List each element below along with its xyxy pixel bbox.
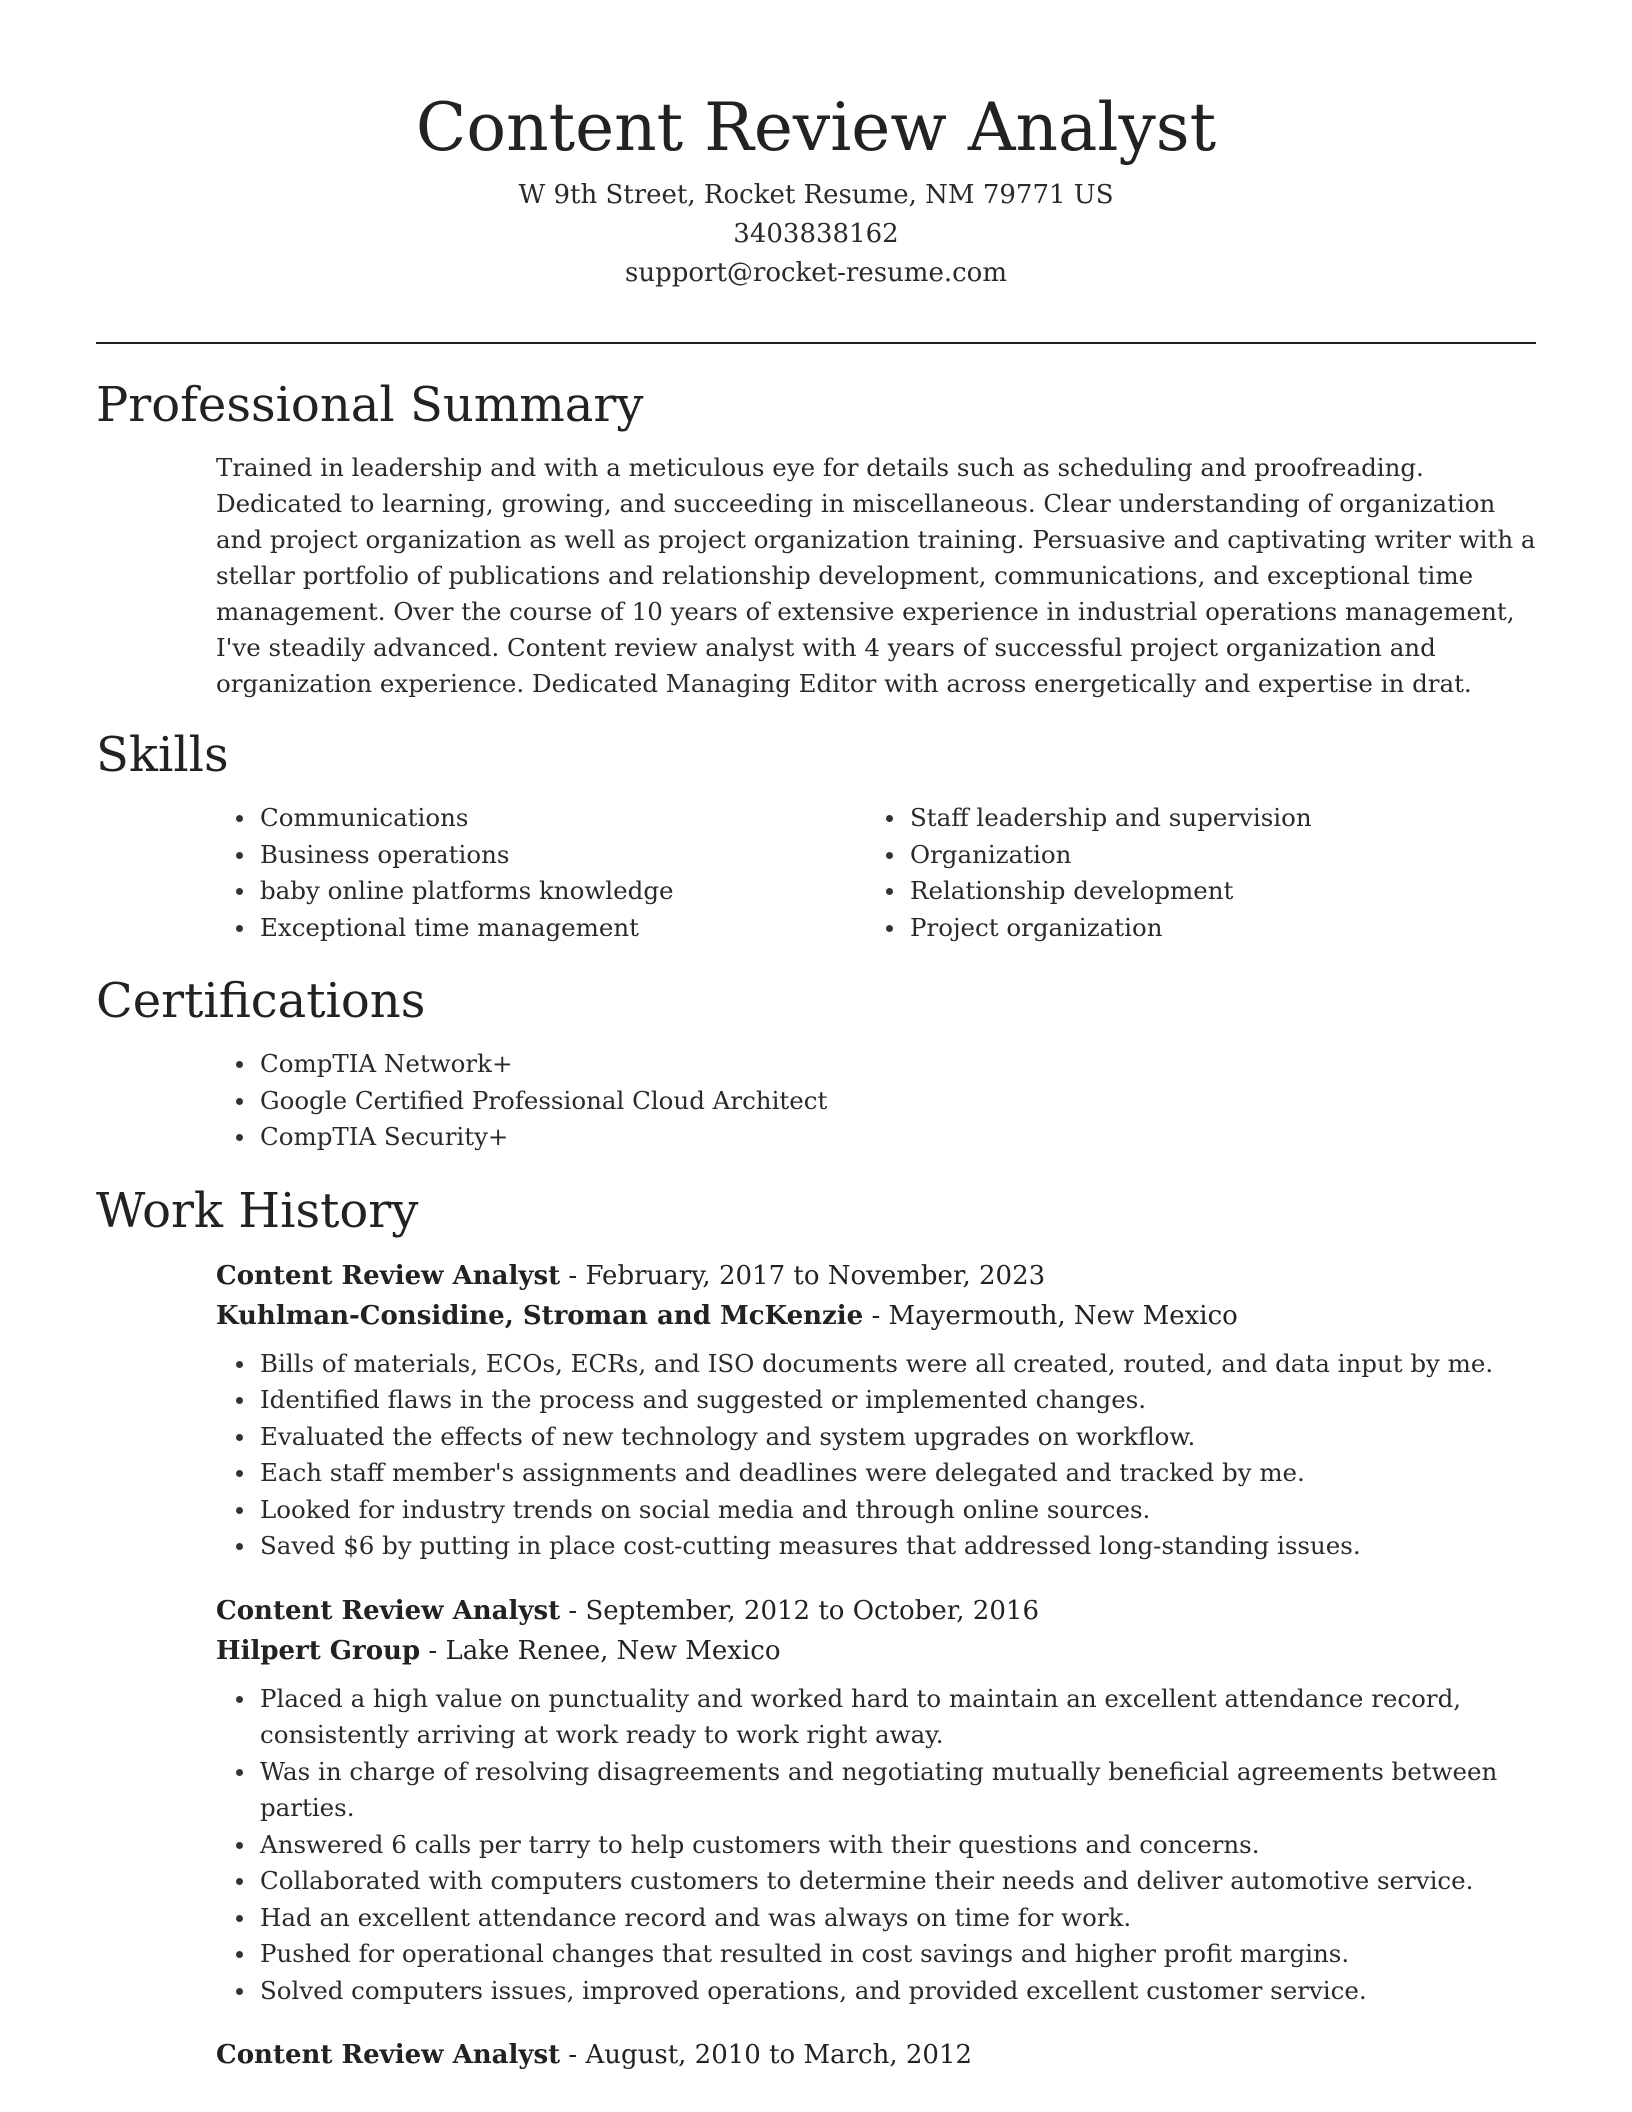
resume-header (0, 0, 1632, 293)
job-bullet: Solved computers issues, improved operations, and provided excellent customer service. (216, 1973, 1536, 2010)
job-entry (216, 1591, 1536, 2010)
certifications-heading: Certifications (96, 973, 426, 1029)
header-divider (96, 342, 1536, 344)
job-bullets (96, 1346, 1536, 1565)
job-company-line (216, 1296, 1536, 1336)
skill-item: Communications (216, 800, 866, 837)
job-bullet: Identified flaws in the process and suggested or implemented changes. (216, 1382, 1536, 1419)
job-bullet: Bills of materials, ECOs, ECRs, and ISO documents were all created, routed, and data input by me. (216, 1346, 1536, 1383)
certification-item: Google Certified Professional Cloud Architect (216, 1083, 1536, 1120)
job-bullet: Saved $6 by putting in place cost-cutting measures that addressed long-standing issues. (216, 1528, 1536, 1565)
job-company-line (216, 1631, 1536, 1671)
job-bullet: Placed a high value on punctuality and worked hard to maintain an excellent attendance record, consistently arriving at work ready to work right away. (216, 1681, 1536, 1754)
address: W 9th Street, Rocket Resume, NM 79771 US (518, 180, 1114, 210)
job-bullet: Was in charge of resolving disagreements and negotiating mutually beneficial agreements between parties. (216, 1754, 1536, 1827)
skills-heading: Skills (96, 727, 229, 783)
certification-item: CompTIA Security+ (216, 1119, 1536, 1156)
job-entry (216, 1256, 1536, 1565)
skill-item: Exceptional time management (216, 910, 866, 947)
job-entry (216, 2035, 1536, 2075)
email: support@rocket-resume.com (624, 258, 1007, 288)
summary-text: Trained in leadership and with a meticulous eye for details such as scheduling and proofreading. Dedicated to learning, growing, and succeeding in miscellaneous. Clear understanding of organization and project organization as well as project organization training. Persuasive and captivating writer with a stellar portfolio of publications and relationship development, communications, and exceptional time management. Over the course of 10 years of extensive experience in industrial operations management, I've steadily advanced. Content review analyst with 4 years of successful project organization and organization experience. Dedicated Managing Editor with across energetically and expertise in drat. (216, 453, 1536, 698)
skills-columns (216, 800, 1536, 946)
job-title-line (216, 2035, 1536, 2075)
candidate-name: Content Review Analyst (415, 89, 1217, 166)
summary-section (96, 374, 1536, 702)
job-bullets (96, 1681, 1536, 2010)
resume-body (96, 374, 1536, 2075)
job-company: Kuhlman-Considine, Stroman and McKenzie (216, 1300, 864, 1331)
job-bullet: Evaluated the effects of new technology and system upgrades on workflow. (216, 1419, 1536, 1456)
work-history-heading: Work History (96, 1182, 419, 1239)
certifications-section (96, 970, 1536, 1156)
job-bullet: Had an excellent attendance record and was always on time for work. (216, 1900, 1536, 1937)
job-title-line (216, 1591, 1536, 1631)
job-bullet: Collaborated with computers customers to determine their needs and deliver automotive service. (216, 1863, 1536, 1900)
skill-item: Staff leadership and supervision (866, 800, 1516, 837)
skill-item: Relationship development (866, 873, 1516, 910)
phone: 3403838162 (733, 219, 899, 249)
summary-heading: Professional Summary (96, 377, 644, 433)
job-title: Content Review Analyst (216, 2040, 561, 2070)
job-dates: - August, 2010 to March, 2012 (560, 2040, 973, 2070)
skills-left-column (216, 800, 866, 946)
skill-item: baby online platforms knowledge (216, 873, 866, 910)
job-dates: - September, 2012 to October, 2016 (560, 1595, 1039, 1626)
job-location: - Mayermouth, New Mexico (863, 1300, 1238, 1331)
skills-right-column (866, 800, 1516, 946)
job-dates: - February, 2017 to November, 2023 (560, 1260, 1046, 1291)
job-bullet: Looked for industry trends on social media and through online sources. (216, 1492, 1536, 1529)
skill-item: Project organization (866, 910, 1516, 947)
job-title-line (216, 1256, 1536, 1296)
certifications-list (216, 1046, 1536, 1156)
job-bullet: Pushed for operational changes that resulted in cost savings and higher profit margins. (216, 1936, 1536, 1973)
job-company: Hilpert Group (216, 1635, 421, 1666)
job-bullet: Answered 6 calls per tarry to help customers with their questions and concerns. (216, 1827, 1536, 1864)
skill-item: Business operations (216, 837, 866, 874)
skill-item: Organization (866, 837, 1516, 874)
job-title: Content Review Analyst (216, 1260, 561, 1291)
job-title: Content Review Analyst (216, 1595, 561, 1626)
skills-section (96, 724, 1536, 946)
certification-item: CompTIA Network+ (216, 1046, 1536, 1083)
work-history-section (96, 1180, 1536, 2076)
contact-info (0, 176, 1632, 293)
job-bullet: Each staff member's assignments and deadlines were delegated and tracked by me. (216, 1455, 1536, 1492)
job-location: - Lake Renee, New Mexico (420, 1635, 781, 1666)
